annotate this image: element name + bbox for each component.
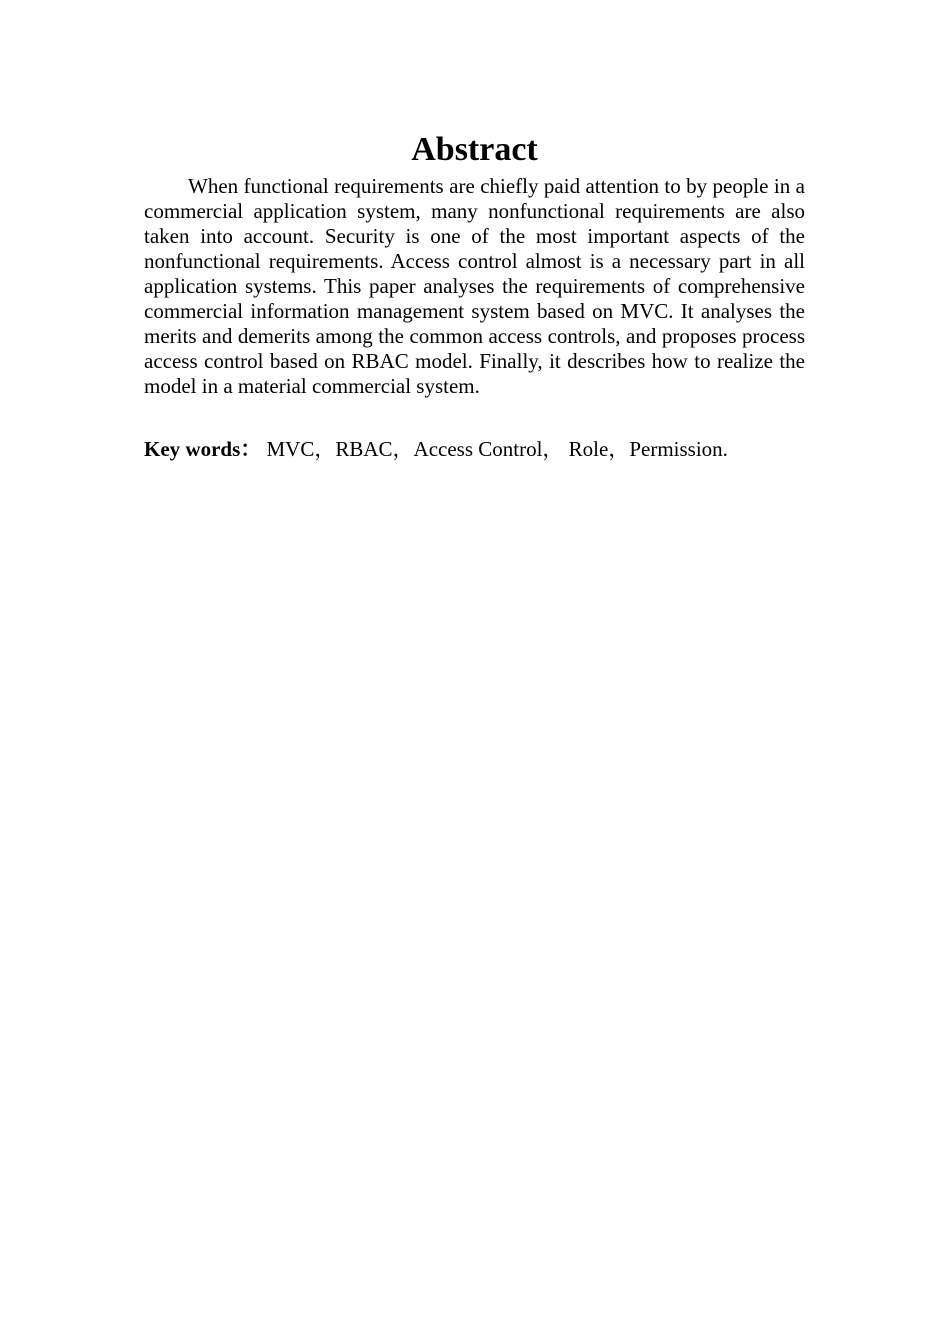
keywords-label: Key words： bbox=[144, 437, 262, 461]
abstract-body: When functional requirements are chiefly paid attention to by people in a commercial application system, many nonfunctional requirements are also taken into account. Security is one of the most important aspects of the nonfunctional requirements. Access control almost is a necessary part in all application systems. This paper analyses the requirements of comprehensive commercial information management system based on MVC. It analyses the merits and demerits among the common access controls, and proposes process access control based on RBAC model. Finally, it describes how to realize the model in a material commercial system. bbox=[144, 174, 805, 398]
keywords-line bbox=[144, 437, 805, 462]
keywords-values: MVC，RBAC，Access Control， Role，Permission. bbox=[261, 437, 728, 461]
abstract-section bbox=[144, 130, 805, 462]
page-title: Abstract bbox=[411, 131, 538, 168]
